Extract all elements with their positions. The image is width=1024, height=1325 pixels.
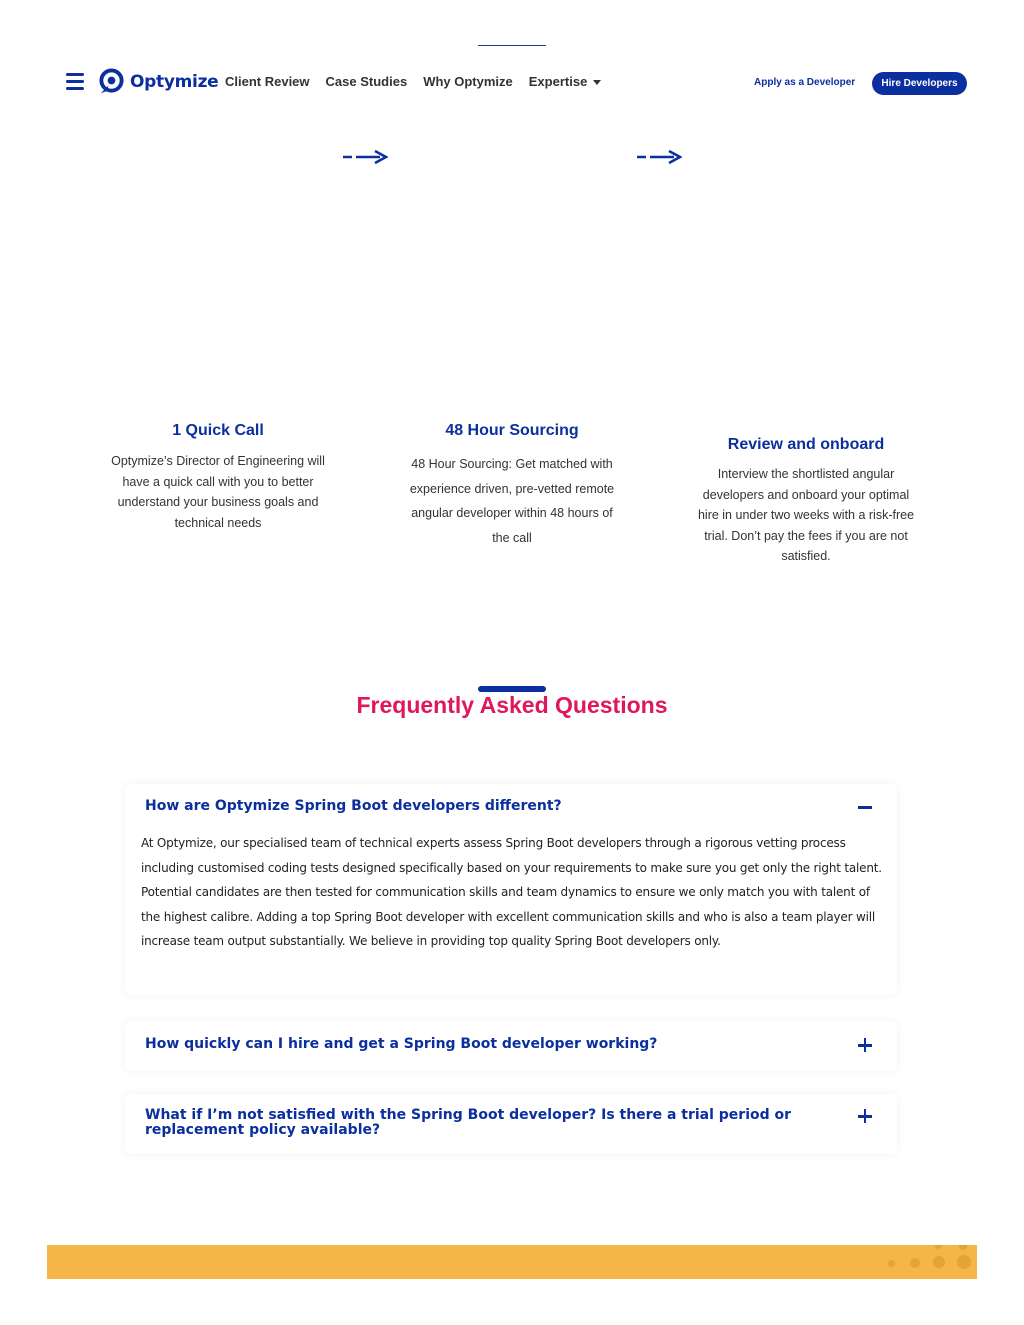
site-header [47, 56, 977, 118]
step-title: Review and onboard [727, 436, 885, 453]
decorative-dot [888, 1260, 895, 1267]
optymize-logo-icon [98, 68, 125, 95]
faq-question[interactable]: What if I’m not satisfied with the Spring Boot developer? Is there a trial period or replacement policy available? [145, 1107, 792, 1138]
menu-icon[interactable] [66, 73, 84, 90]
nav-client-review[interactable]: Client Review [225, 74, 310, 89]
expand-plus-icon[interactable] [857, 1108, 873, 1124]
decorative-dot [935, 1245, 942, 1249]
top-divider [478, 45, 546, 46]
decorative-dot [959, 1245, 967, 1250]
arrow-right-icon [636, 149, 682, 165]
faq-question[interactable]: How quickly can I hire and get a Spring Boot developer working? [145, 1036, 658, 1052]
expand-plus-icon[interactable] [857, 1037, 873, 1053]
faq-item [125, 1021, 897, 1071]
step-48-hour-sourcing [402, 422, 622, 550]
step-review-onboard [696, 436, 916, 567]
step-text: Interview the shortlisted angular developers and onboard your optimal hire in under two weeks with a risk-free trial. Don’t pay the fees if you are not satisfied. [697, 467, 915, 563]
apply-as-developer-link[interactable]: Apply as a Developer [754, 77, 856, 88]
step-title: 1 Quick Call [172, 422, 264, 439]
nav-expertise[interactable] [529, 74, 602, 89]
decorative-dot [957, 1255, 971, 1269]
collapse-minus-icon[interactable] [857, 799, 873, 815]
faq-answer: At Optymize, our specialised team of technical experts assess Spring Boot developers through a rigorous vetting process including customised coding tests designed specifically based on your requirements to make sure you get only the right talent. Potential candidates are then tested for communication skills and team dynamics to ensure we only match you with talent of the highest calibre. Adding a top Spring Boot developer with excellent communication skills and who is also a team player will increase team output substantially. We believe in providing top quality Spring Boot developers only. [141, 836, 882, 948]
main-nav [225, 74, 601, 89]
step-text: Optymize’s Director of Engineering will have a quick call with you to better understand your business goals and technical needs [111, 454, 325, 530]
faq-item [125, 784, 897, 995]
arrow-right-icon [342, 149, 388, 165]
faq-question[interactable]: How are Optymize Spring Boot developers different? [145, 798, 562, 814]
step-title: 48 Hour Sourcing [445, 422, 579, 439]
nav-why-optymize[interactable]: Why Optymize [423, 74, 513, 89]
nav-expertise-label: Expertise [528, 74, 588, 89]
step-quick-call [108, 422, 328, 533]
faq-title: Frequently Asked Questions [356, 692, 668, 718]
hire-developers-button[interactable]: Hire Developers [872, 72, 967, 95]
decorative-dot [933, 1256, 945, 1268]
decorative-dot [910, 1258, 920, 1268]
chevron-down-icon [593, 80, 601, 85]
step-text: 48 Hour Sourcing: Get matched with experience driven, pre-vetted remote angular developer within 48 hours of the call [409, 457, 615, 545]
logo[interactable] [98, 68, 218, 95]
faq-item [125, 1094, 897, 1154]
footer-banner [47, 1245, 977, 1279]
nav-case-studies[interactable]: Case Studies [325, 74, 408, 89]
logo-text: Optymize [130, 71, 219, 92]
